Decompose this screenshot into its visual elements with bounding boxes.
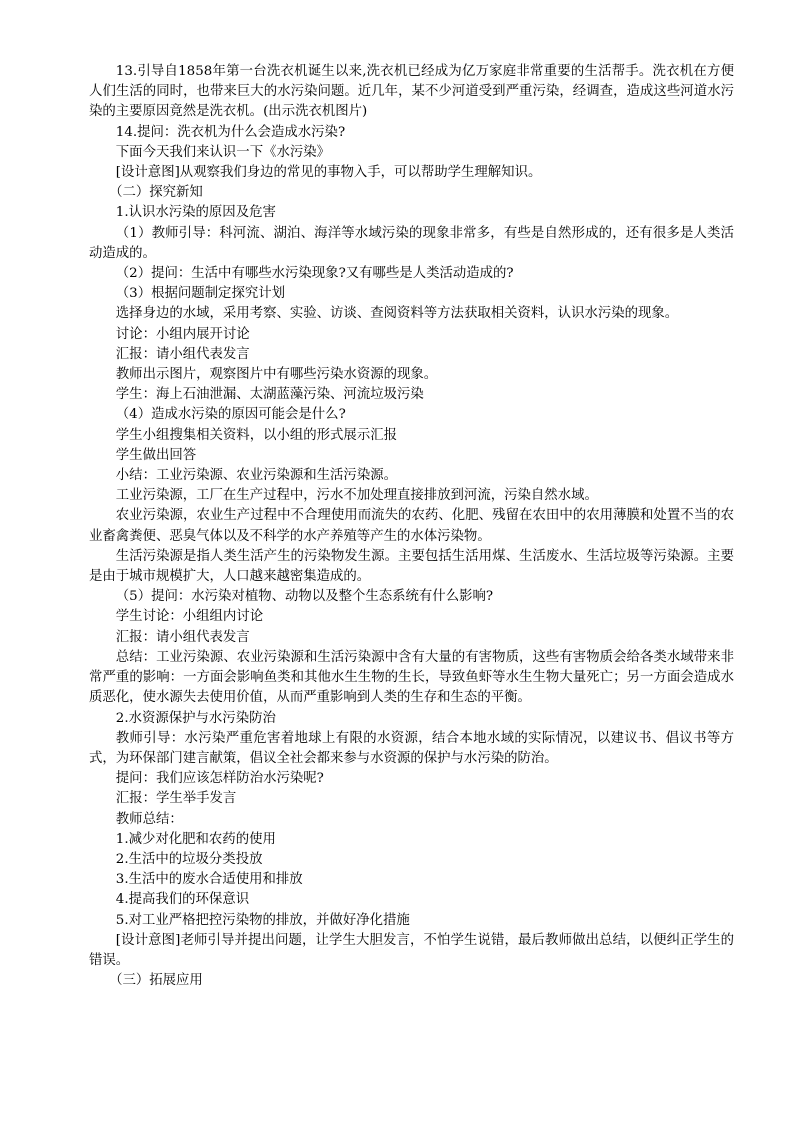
paragraph: （1）教师引导：科河流、湖泊、海洋等水域污染的现象非常多，有些是自然形成的，还有很多是人类活动造成的。 <box>89 225 734 261</box>
paragraph: [设计意图]从观察我们身边的常见的事物入手，可以帮助学生理解知识。 <box>115 165 542 181</box>
paragraph: 学生小组搜集相关资料，以小组的形式展示汇报 <box>115 427 397 443</box>
paragraph: （3）根据问题制定探究计划 <box>115 286 286 302</box>
paragraph: 5.对工业严格把控污染物的排放，并做好净化措施 <box>115 912 410 928</box>
paragraph: 教师总结： <box>115 811 183 827</box>
paragraph: 13.引导自1858年第一台洗衣机诞生以来,洗衣机已经成为亿万家庭非常重要的生活帮手。洗衣机在方便人们生活的同时，也带来巨大的水污染问题。近几年，某不少河道受到严重污染，经调查，造成这些河道水污染的主要原因竟然是洗衣机。(出示洗衣机图片) <box>89 64 734 120</box>
paragraph: 14.提问：洗衣机为什么会造成水污染? <box>115 124 346 140</box>
paragraph: 提问：我们应该怎样防治水污染呢? <box>115 771 324 787</box>
paragraph: [设计意图]老师引导并提出问题，让学生大胆发言，不怕学生说错，最后教师做出总结，以便纠正学生的错误。 <box>89 932 734 968</box>
paragraph: 教师出示图片，观察图片中有哪些污染水资源的现象。 <box>115 367 438 383</box>
paragraph: 2.生活中的垃圾分类投放 <box>115 851 263 867</box>
document-page <box>89 62 734 991</box>
paragraph: （2）提问：生活中有哪些水污染现象?又有哪些是人类活动造成的? <box>115 266 514 282</box>
section-heading: （三）拓展应用 <box>109 973 203 989</box>
paragraph: 农业污染源，农业生产过程中不合理使用而流失的农药、化肥、残留在农田中的农用薄膜和处置不当的农业畜禽粪便、恶臭气体以及不科学的水产养殖等产生的水体污染物。 <box>89 508 734 544</box>
paragraph: 4.提高我们的环保意识 <box>115 892 250 908</box>
paragraph: 汇报：请小组代表发言 <box>115 629 250 645</box>
paragraph: 3.生活中的废水合适使用和排放 <box>115 872 303 888</box>
paragraph: 汇报：请小组代表发言 <box>115 346 250 362</box>
paragraph: 讨论：小组内展开讨论 <box>115 326 250 342</box>
paragraph: 生活污染源是指人类生活产生的污染物发生源。主要包括生活用煤、生活废水、生活垃圾等污染源。主要是由于城市规模扩大，人口越来越密集造成的。 <box>89 548 734 585</box>
paragraph: 2.水资源保护与水污染防治 <box>115 710 276 726</box>
paragraph: 总结：工业污染源、农业污染源和生活污染源中含有大量的有害物质，这些有害物质会给各类水域带来非常严重的影响：一方面会影响鱼类和其他水生生物的生长，导致鱼虾等水生生物大量死亡；另一方面会造成水质恶化，使水源失去使用价值，从而严重影响到人类的生存和生态的平衡。 <box>89 649 734 706</box>
paragraph: 小结：工业污染源、农业污染源和生活污染源。 <box>115 468 397 484</box>
paragraph: 教师引导：水污染严重危害着地球上有限的水资源，结合本地水域的实际情况，以建议书、倡议书等方式，为环保部门建言献策，倡议全社会都来参与水资源的保护与水污染的防治。 <box>89 730 734 766</box>
paragraph: 下面今天我们来认识一下《水污染》 <box>115 144 331 160</box>
section-heading: （二）探究新知 <box>109 185 203 201</box>
paragraph: （4）造成水污染的原因可能会是什么? <box>115 407 346 423</box>
paragraph: 学生讨论：小组组内讨论 <box>115 609 264 625</box>
paragraph: 1.认识水污染的原因及危害 <box>115 205 276 221</box>
paragraph: 学生：海上石油泄漏、太湖蓝藻污染、河流垃圾污染 <box>115 387 424 403</box>
paragraph: 1.减少对化肥和农药的使用 <box>115 831 276 847</box>
paragraph: 汇报：学生举手发言 <box>115 791 237 807</box>
paragraph: （5）提问：水污染对植物、动物以及整个生态系统有什么影响? <box>115 589 494 605</box>
paragraph: 学生做出回答 <box>115 447 197 463</box>
paragraph: 选择身边的水域，采用考察、实验、访谈、查阅资料等方法获取相关资料，认识水污染的现象。 <box>115 306 679 322</box>
paragraph: 工业污染源，工厂在生产过程中，污水不加处理直接排放到河流，污染自然水域。 <box>115 488 598 504</box>
